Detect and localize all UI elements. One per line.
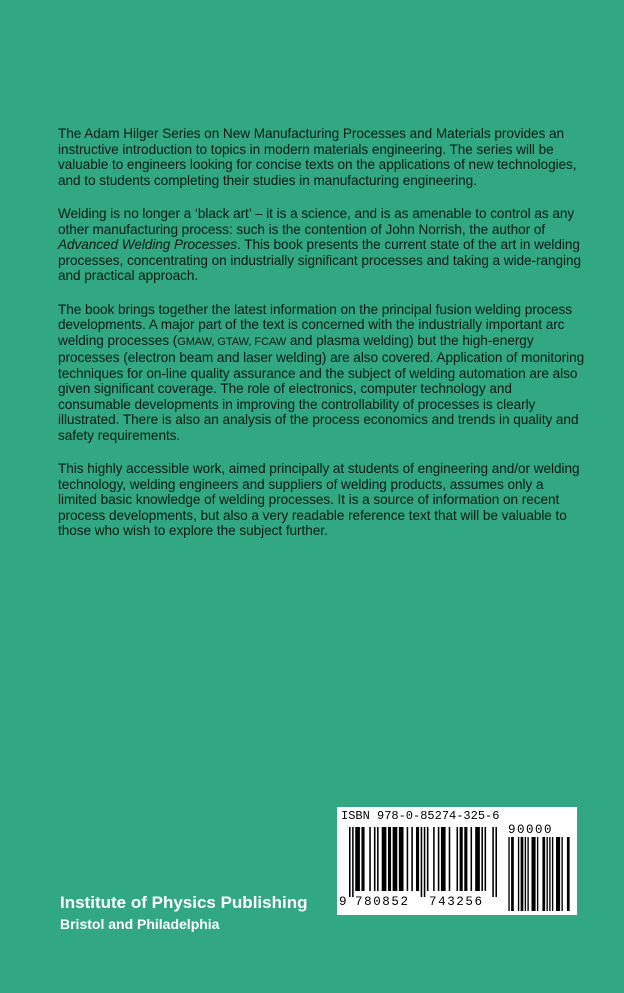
barcode-right-digits: 743256	[429, 895, 484, 909]
barcode-bar	[449, 827, 451, 891]
barcode-bar	[433, 827, 435, 891]
barcode-main-bars	[349, 827, 497, 897]
barcode-digits	[339, 895, 484, 909]
blurb-p3-text-end: and plasma welding) but the high-energy processes (electron beam and laser welding) are also covered. Application of monitoring techniques for on-line quality assurance and the subject of welding automation are also given significant coverage. The role of electronics, computer technology and consumable developments in improving the controllability of processes is clearly illustrated. There is also an analysis of the process economics and trends in quality and safety requirements.	[58, 332, 585, 443]
barcode-bar	[492, 827, 494, 897]
barcode-bar	[460, 827, 463, 891]
publisher-imprint	[60, 892, 307, 934]
barcode-bar	[374, 827, 376, 891]
barcode-bar	[399, 827, 404, 891]
process-acronyms: GMAW, GTAW, FCAW	[177, 335, 287, 348]
book-title: Advanced Welding Processes	[58, 237, 238, 252]
blurb-paragraph-series: The Adam Hilger Series on New Manufacturing Processes and Materials provides an instructive introduction to topics in modern materials engineering. The series will be valuable to engineers looking for concise texts on the applications of new technologies, and to students completing their studies in manufacturing engineering.	[58, 126, 577, 188]
blurb-p2-text: Welding is no longer a ‘black art’ – it is a science, and is as amenable to control as any other manufacturing process: such is the contention of John Norrish, the author of	[58, 206, 575, 237]
barcode-left-digits: 780852	[355, 895, 410, 909]
barcode-bar	[377, 827, 379, 891]
barcode-bar	[481, 827, 483, 891]
barcode-lead-digit: 9	[339, 895, 347, 909]
blurb-p2-text-end: . This book presents the current state of the art in welding processes, concentrating on industrially significant processes and taking a wide-ranging and practical approach.	[58, 237, 582, 283]
barcode-bar	[382, 827, 387, 891]
blurb-paragraph-welding	[58, 206, 586, 284]
barcode-bar	[546, 837, 547, 911]
publisher-city: Bristol and Philadelphia	[60, 916, 220, 932]
barcode-bar	[537, 837, 538, 911]
isbn-barcode	[337, 807, 577, 915]
barcode-bar	[361, 827, 364, 891]
barcode-bar	[456, 827, 458, 891]
barcode-bar	[556, 837, 560, 911]
publisher-name: Institute of Physics Publishing	[60, 893, 308, 912]
barcode-bar	[552, 837, 553, 911]
barcode-bar	[471, 827, 473, 891]
barcode-addon-digits: 90000	[508, 823, 554, 837]
blurb-paragraph-contents	[58, 302, 586, 444]
barcode-bar	[561, 837, 562, 911]
barcode-bar	[369, 827, 371, 891]
barcode-bar	[411, 827, 413, 891]
barcode-bar	[527, 837, 528, 911]
barcode-bar	[355, 827, 360, 891]
barcode-bar	[421, 827, 423, 897]
barcode-bar	[518, 837, 519, 911]
barcode-bar	[424, 827, 426, 897]
barcode-bar	[475, 827, 480, 891]
barcode-bar	[542, 837, 545, 911]
barcode-bar	[464, 827, 467, 891]
barcode-bar	[441, 827, 446, 891]
barcode-bar	[438, 827, 440, 891]
barcode-bar	[532, 837, 536, 911]
blurb-paragraph-audience: This highly accessible work, aimed principally at students of engineering and/or welding technology, welding engineers and suppliers of welding products, assumes only a limited basic knowledge of welding processes. It is a source of information on recent process developments, but also a very readable reference text that will be valuable to those who wish to explore the subject further.	[58, 461, 580, 538]
barcode-bar	[511, 837, 514, 911]
back-cover-blurb	[58, 126, 586, 557]
barcode-bar	[508, 837, 509, 911]
barcode-bar	[521, 837, 524, 911]
barcode-bar	[549, 837, 550, 911]
barcode-bar	[495, 827, 497, 897]
barcode-addon-bars	[507, 837, 571, 911]
barcode-bar	[525, 837, 526, 911]
barcode-bar	[388, 827, 391, 891]
barcode-bar	[393, 827, 398, 891]
barcode-bar	[407, 827, 409, 891]
barcode-bar	[416, 827, 419, 891]
isbn-label: ISBN 978-0-85274-325-6	[341, 809, 500, 823]
barcode-bar	[427, 827, 429, 891]
blurb-p3-text: The book brings together the latest information on the principal fusion welding process developments. A major part of the text is concerned with the industrially important arc welding processes (	[58, 301, 573, 348]
barcode-bar	[352, 827, 354, 897]
barcode-bar	[349, 827, 351, 897]
barcode-bar	[485, 827, 487, 891]
barcode-bar	[567, 837, 570, 911]
